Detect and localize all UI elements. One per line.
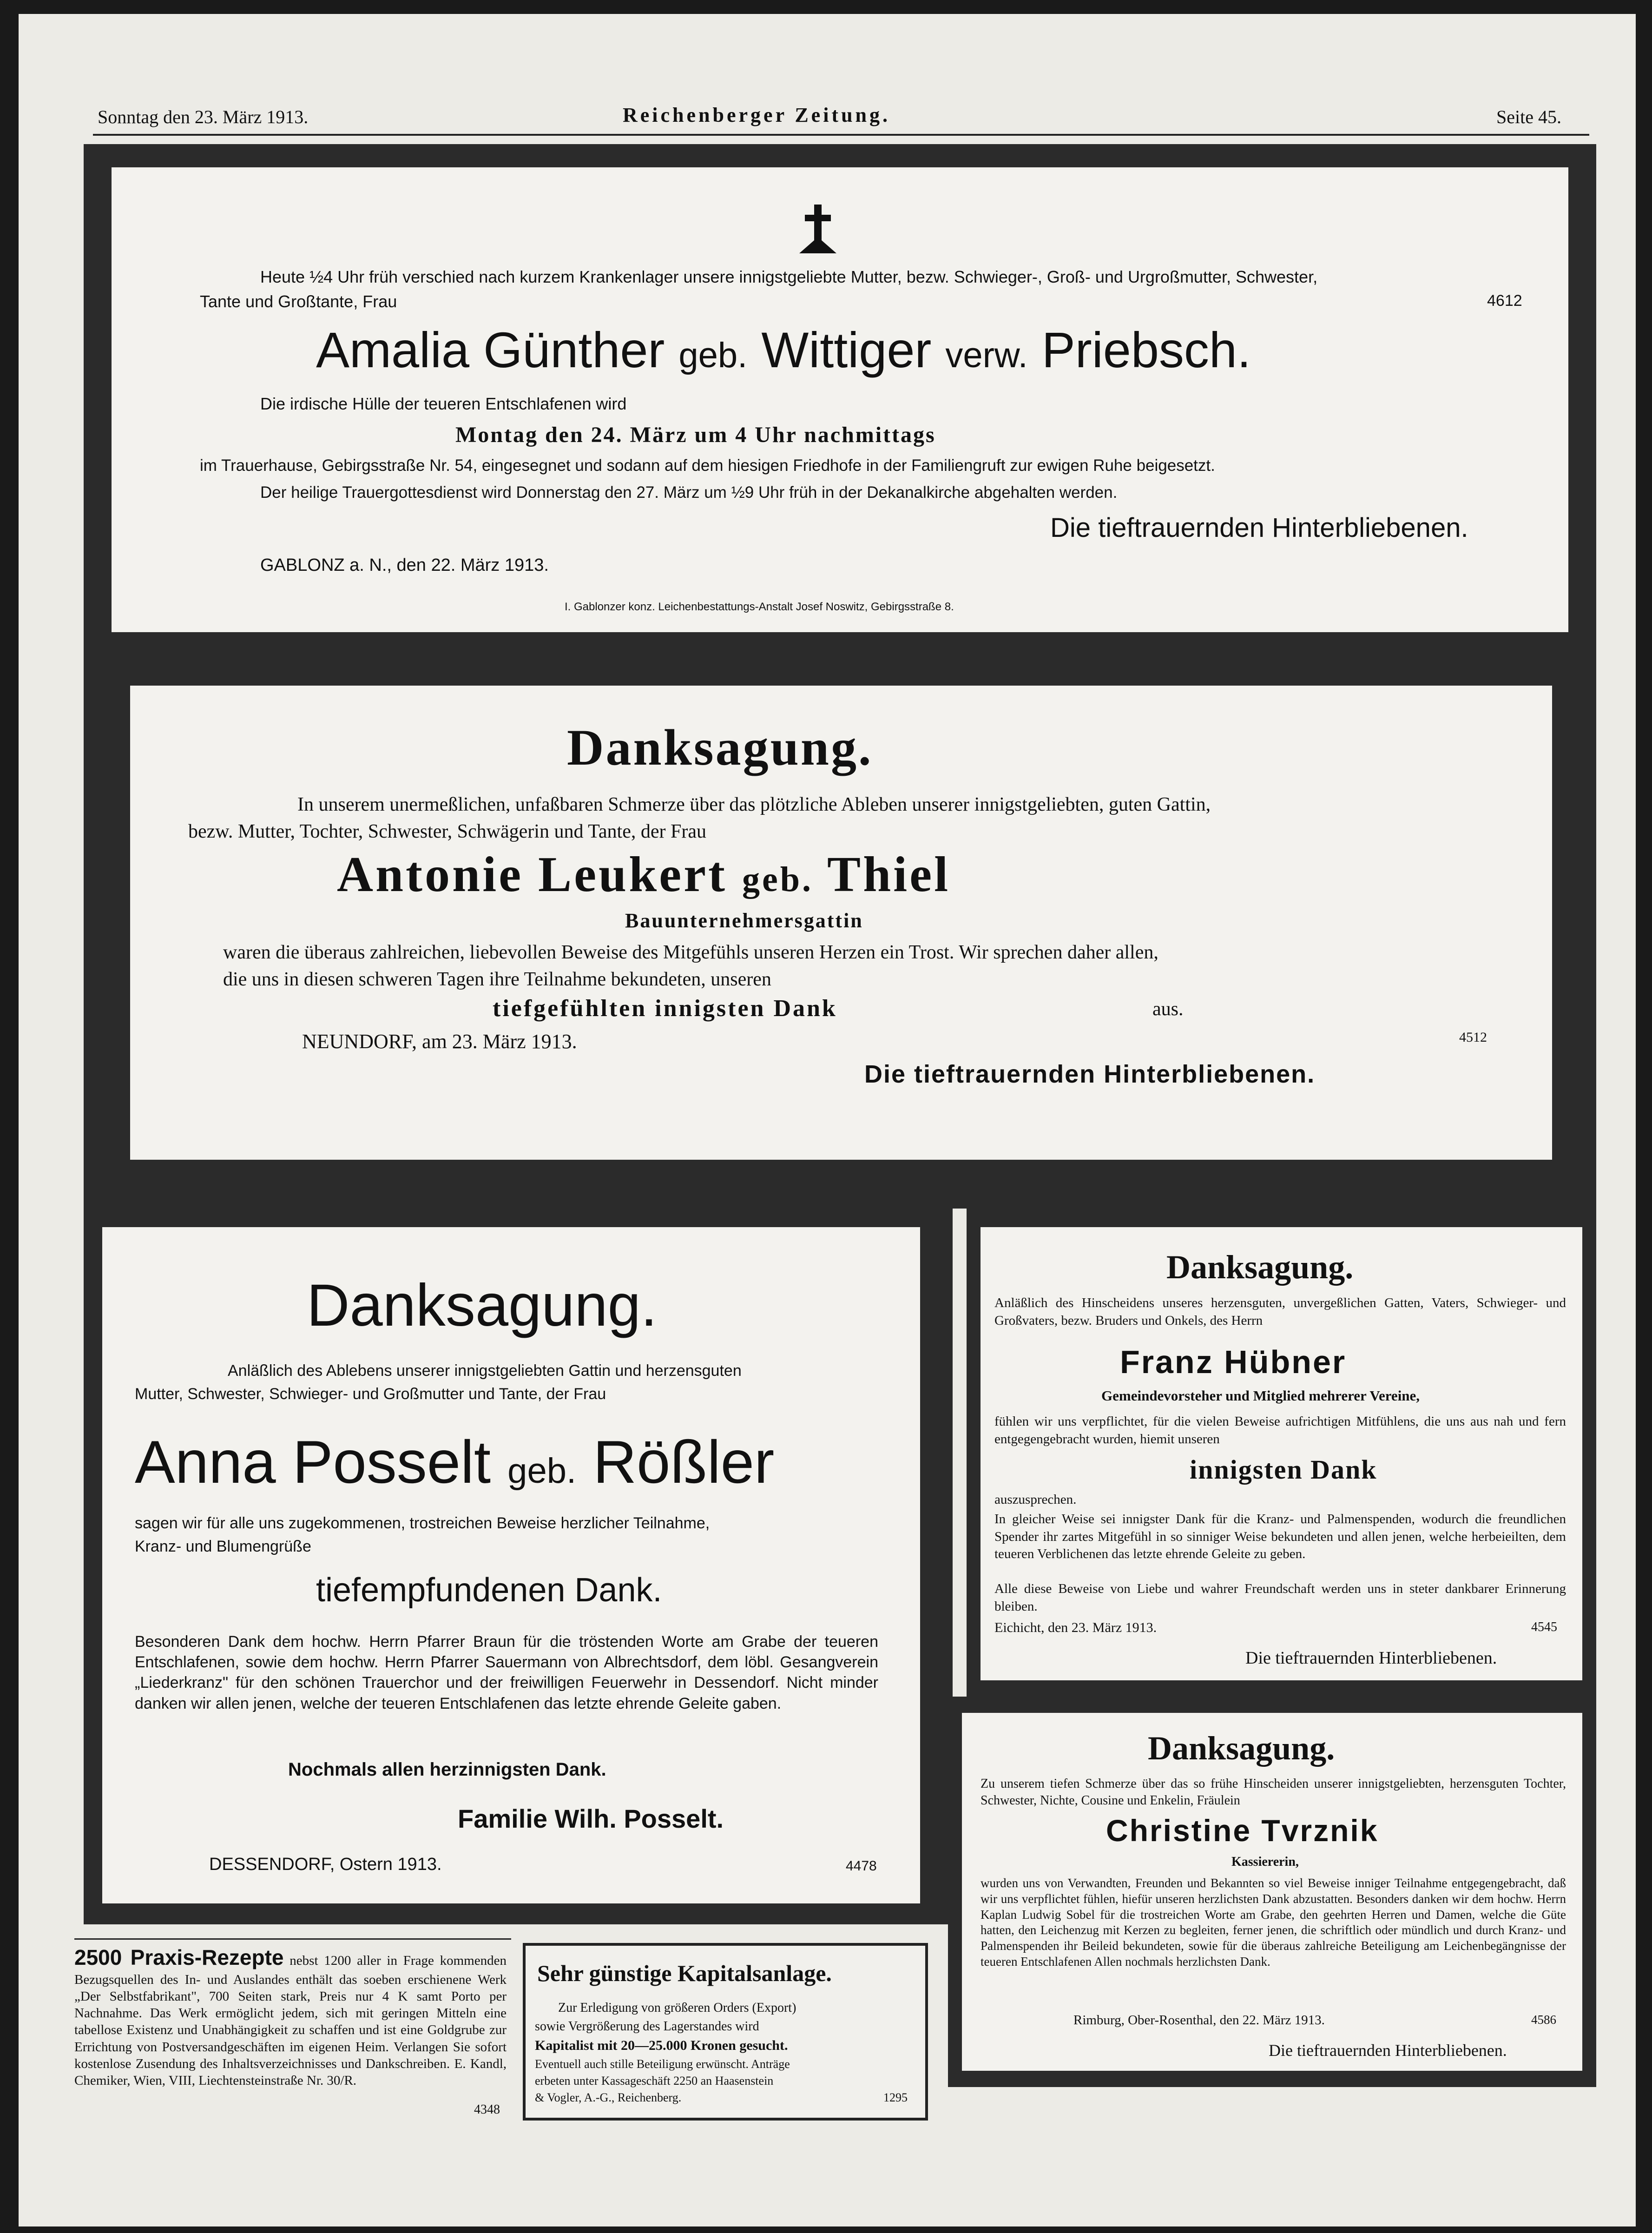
ad-antonie-aus: aus. — [1152, 998, 1184, 1020]
ad-amalia-verw: verw. — [945, 336, 1028, 375]
newspaper-page — [19, 14, 1636, 2226]
ad-amalia-number: 4612 — [1487, 292, 1522, 310]
ad-antonie-number: 4512 — [1459, 1030, 1487, 1045]
ad-anna-name-last: Rößler — [593, 1428, 775, 1496]
ad-antonie-name — [337, 846, 950, 904]
ad-amalia-line3: im Trauerhause, Gebirgsstraße Nr. 54, eingesegnet und sodann auf dem hiesigen Friedhofe in der Familiengruft zur ewigen Ruhe beigesetzt. — [200, 456, 1215, 475]
header-paper-name: Reichenberger Zeitung. — [623, 104, 891, 126]
ad-amalia-line1: Die irdische Hülle der teueren Entschlafenen wird — [260, 394, 627, 413]
ad-anna-paragraph: Besonderen Dank dem hochw. Herrn Pfarrer Braun für die tröstenden Worte am Grabe der teueren Entschlafenen, sowie dem hochw. Herrn Pfarrer Sauermann von Albrechtsdorf, dem löbl. Gesangverein „Liederkranz" für den schönen Trauerchor und der freiwilligen Feuerwehr in Dessendorf. Nicht minder danken wir allen jenen, welche der teueren Entschlafenen das letzte ehrende Geleite gaben. — [135, 1633, 878, 1712]
ad-anna-signoff: Familie Wilh. Posselt. — [458, 1804, 724, 1833]
ad-amalia-signoff: Die tieftrauernden Hinterbliebenen. — [1050, 513, 1468, 543]
ad-anna-title: Danksagung. — [307, 1272, 658, 1339]
ad-kapital-line3: Kapitalist mit 20—25.000 Kronen gesucht. — [535, 2038, 788, 2053]
ad-christine-number: 4586 — [1531, 2013, 1556, 2027]
ad-anna-place: DESSENDORF, Ostern 1913. — [209, 1855, 442, 1874]
ad-kapital-line2: sowie Vergrößerung des Lagerstandes wird — [535, 2019, 759, 2034]
ad-anna-again: Nochmals allen herzinnigsten Dank. — [288, 1759, 606, 1780]
ad-rezepte-body: nebst 1200 aller in Frage kommenden Bezugsquellen des In- und Auslandes enthält das soeben erschienene Werk „Der Selbstfabrikant", 700 Seiten stark, Preis nur 4 K samt Porto per Nachnahme. Das Werk ermöglicht jedem, sich mit geringen Mitteln eine tabellose Existenz und Unabhängigkeit zu schaffen und ist eine Goldgrube zur Errichtung von Postversandgeschäften im eigenen Heim. Verlangen Sie sofort kostenlose Zusendung des Inhaltsverzeichnisses und Dankschreiben. E. Kandl, Chemiker, Wien, VIII, Liechtensteinstraße Nr. 30/R. — [74, 1953, 507, 2088]
ad-franz-number: 4545 — [1531, 1620, 1557, 1634]
ad-kapital-line6: & Vogler, A.-G., Reichenberg. — [535, 2091, 682, 2104]
ad-kapital-head: Sehr günstige Kapitalsanlage. — [537, 1960, 832, 1986]
ad-christine-panel — [962, 1713, 1582, 2071]
ad-anna-body1: sagen wir für alle uns zugekommenen, trostreichen Beweise herzlicher Teilnahme, — [135, 1514, 710, 1532]
header-rule — [93, 134, 1589, 136]
ad-amalia-name-first: Amalia Günther — [316, 322, 665, 378]
ad-antonie-thanks: tiefgefühlten innigsten Dank — [493, 995, 837, 1022]
ad-antonie-signoff: Die tieftrauernden Hinterbliebenen. — [864, 1060, 1316, 1088]
ad-amalia-panel — [112, 167, 1568, 632]
ad-franz-signoff: Die tieftrauernden Hinterbliebenen. — [1245, 1648, 1497, 1668]
ad-amalia-place: GABLONZ a. N., den 22. März 1913. — [260, 555, 549, 575]
ad-amalia-footer: I. Gablonzer konz. Leichenbestattungs-Anstalt Josef Noswitz, Gebirgsstraße 8. — [565, 601, 954, 613]
ad-christine-intro: Zu unserem tiefen Schmerze über das so frühe Hinscheiden unserer innigstgeliebten, herzensguten Tochter, Schwester, Nichte, Cousine und Enkelin, Fräulein — [981, 1777, 1566, 1808]
ad-kapital-line1: Zur Erledigung von größeren Orders (Export) — [558, 2001, 796, 2015]
ad-rezepte — [74, 1938, 511, 2126]
ad-antonie-name-last: Thiel — [827, 847, 951, 902]
ad-kapital — [523, 1943, 928, 2121]
ad-franz-aus: auszusprechen. — [994, 1492, 1077, 1507]
ad-franz-panel — [981, 1227, 1582, 1680]
ad-antonie-title: Danksagung. — [567, 719, 873, 776]
ad-christine-role: Kassiererin, — [1231, 1855, 1299, 1869]
ad-anna-body2: Kranz- und Blumengrüße — [135, 1538, 311, 1555]
ad-franz-title: Danksagung. — [1166, 1249, 1354, 1286]
ad-franz-role: Gemeindevorsteher und Mitglied mehrerer Vereine, — [1101, 1387, 1420, 1404]
ad-anna-panel — [102, 1227, 920, 1903]
ad-franz-para1: In gleicher Weise sei innigster Dank für die Kranz- und Palmenspenden, wodurch die freundlichen Spender ihr zartes Mitgefühl in so sinniger Weise bekundeten und allen jenen, welche herbeieilten, dem teueren Verblichenen das letzte ehrende Geleite zu geben. — [994, 1512, 1566, 1562]
ad-franz-thanks: innigsten Dank — [1190, 1454, 1377, 1485]
ad-antonie-occupation: Bauunternehmersgattin — [625, 909, 863, 932]
ad-franz-place: Eichicht, den 23. März 1913. — [994, 1620, 1157, 1635]
ad-anna-intro2: Mutter, Schwester, Schwieger- und Großmutter und Tante, der Frau — [135, 1385, 606, 1403]
ad-amalia-intro: Heute ½4 Uhr früh verschied nach kurzem Krankenlager unsere innigstgeliebte Mutter, bezw. Schwieger-, Groß- und Urgroßmutter, Schwester, — [260, 267, 1318, 286]
ad-christine-place: Rimburg, Ober-Rosenthal, den 22. März 1913. — [1073, 2013, 1325, 2028]
ad-amalia-name-mid: Wittiger — [761, 322, 932, 378]
ad-amalia-intro2: Tante und Großtante, Frau — [200, 292, 397, 311]
header-date: Sonntag den 23. März 1913. — [98, 106, 309, 127]
ad-anna-geb: geb. — [507, 1451, 577, 1491]
ad-christine-signoff: Die tieftrauernden Hinterbliebenen. — [1269, 2041, 1507, 2060]
ad-amalia-geb: geb. — [678, 336, 748, 375]
ad-kapital-line4: Eventuell auch stille Beteiligung erwünscht. Anträge — [535, 2057, 790, 2071]
ad-antonie-geb: geb. — [742, 860, 813, 899]
ad-antonie-body2: die uns in diesen schweren Tagen ihre Teilnahme bekundeten, unseren — [223, 969, 771, 990]
ad-amalia-line4: Der heilige Trauergottesdienst wird Donnerstag den 27. März um ½9 Uhr früh in der Dekanalkirche abgehalten werden. — [260, 483, 1118, 502]
ad-antonie-panel — [130, 686, 1552, 1160]
ad-rezepte-head: 2500 Praxis-Rezepte — [74, 1945, 284, 1969]
ad-christine-title: Danksagung. — [1148, 1730, 1335, 1767]
ad-amalia-name — [316, 321, 1251, 379]
ad-christine-name: Christine Tvrznik — [1106, 1813, 1379, 1848]
ad-kapital-line5: erbeten unter Kassageschäft 2250 an Haasenstein — [535, 2074, 774, 2088]
ad-antonie-intro: In unserem unermeßlichen, unfaßbaren Schmerze über das plötzliche Ableben unserer innigstgeliebten, guten Gattin, — [297, 794, 1211, 815]
ad-franz-intro: Anläßlich des Hinscheidens unseres herzensguten, unvergeßlichen Gatten, Vaters, Schwieger- und Großvaters, bezw. Bruders und Onkels, des Herrn — [994, 1295, 1566, 1328]
cross-icon — [795, 205, 841, 256]
ad-anna-intro: Anläßlich des Ablebens unserer innigstgeliebten Gattin und herzensguten — [228, 1362, 742, 1380]
ad-franz-body: fühlen wir uns verpflichtet, für die vielen Beweise aufrichtigen Mitfühlens, die uns aus nah und fern entgegengebracht wurden, hiemit unseren — [994, 1414, 1566, 1447]
ad-amalia-name-last: Priebsch. — [1041, 322, 1251, 378]
ad-antonie-place: NEUNDORF, am 23. März 1913. — [302, 1030, 577, 1053]
ad-anna-name — [135, 1427, 774, 1497]
ad-christine-paragraph: wurden uns von Verwandten, Freunden und Bekannten so viel Beweise inniger Teilnahme entgegengebracht, daß wir uns verpflichtet fühlen, hiefür unseren herzlichsten Dank abzustatten. Besonders danken wir dem hochw. Herrn Kaplan Ludwig Sobel für die trostreichen Worte am Grabe, den geehrten Herren und Damen, welche die Güte hatten, den Leichenzug mit Kerzen zu begleiten, ferner jenen, die schriftlich oder mündlich und durch Kranz- und Palmenspenden ihr Beileid bekundeten, sowie für die überaus zahlreiche Beteiligung am Leichenbegängnisse der teueren Entschlafenen Allen nochmals herzlichsten Dank. — [981, 1876, 1566, 1969]
ad-antonie-intro2: bezw. Mutter, Tochter, Schwester, Schwägerin und Tante, der Frau — [188, 821, 706, 842]
ad-anna-name-first: Anna Posselt — [135, 1428, 491, 1496]
ad-kapital-number: 1295 — [883, 2091, 908, 2104]
ad-anna-thanks: tiefempfundenen Dank. — [316, 1572, 662, 1609]
ad-rezepte-number: 4348 — [474, 2102, 500, 2117]
ad-rezepte-text — [74, 1944, 507, 2089]
ad-franz-name: Franz Hübner — [1120, 1344, 1347, 1380]
header-page-number: Seite 45. — [1496, 106, 1561, 127]
ad-amalia-line2: Montag den 24. März um 4 Uhr nachmittags — [455, 423, 936, 447]
ad-franz-para2: Alle diese Beweise von Liebe und wahrer Freundschaft werden uns in steter dankbarer Erinnerung bleiben. — [994, 1581, 1566, 1614]
ad-anna-number: 4478 — [846, 1858, 877, 1874]
ad-antonie-body1: waren die überaus zahlreichen, liebevollen Beweise des Mitgefühls unseren Herzen ein Trost. Wir sprechen daher allen, — [223, 942, 1158, 963]
ad-antonie-name-first: Antonie Leukert — [337, 847, 727, 902]
